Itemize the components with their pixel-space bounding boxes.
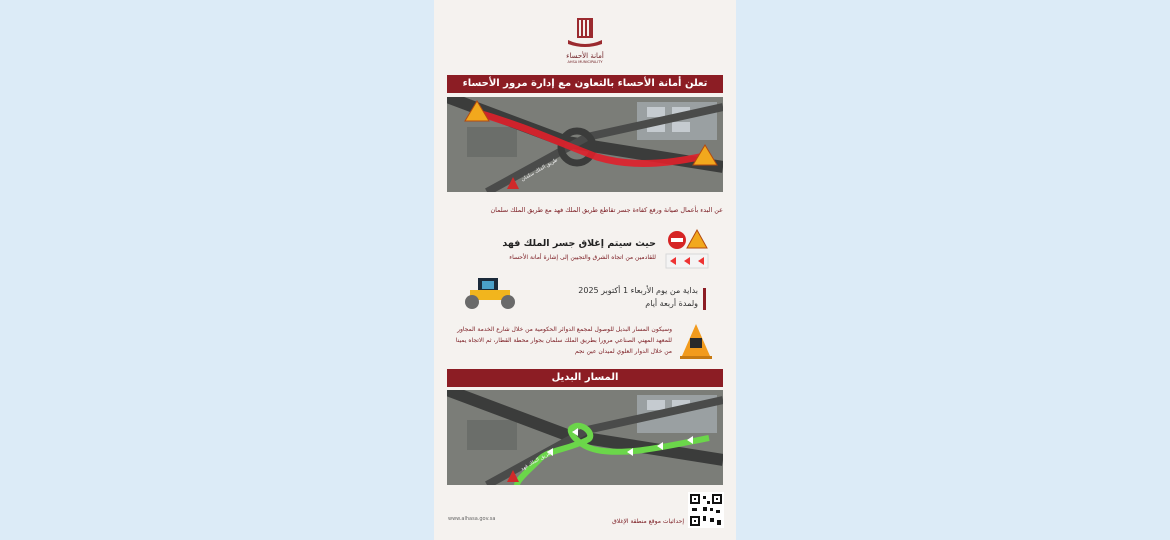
- road-closed-icon: [662, 228, 712, 272]
- closure-subtitle: للقادمين من اتجاه الشرق والتجيين إلى إشارة أمانة الأحساء: [509, 254, 656, 261]
- banner-alt-route: المسار البديل: [447, 369, 723, 387]
- logo-icon: [562, 14, 608, 48]
- banner-top: تعلن أمانة الأحساء بالتعاون مع إدارة مرور الأحساء: [447, 75, 723, 93]
- map-road-label: طريق الملك سلمان: [520, 157, 559, 183]
- cone-sign-icon: [678, 322, 714, 360]
- qr-code-icon: [688, 492, 724, 528]
- map-road-label-2: طريق الملك فهد: [519, 449, 553, 473]
- map-alt-route: [447, 390, 723, 485]
- qr-code[interactable]: [688, 492, 724, 528]
- logo-arabic: أمانة الأحساء: [566, 52, 604, 60]
- detour-text: وسيكون المسار البديل للوصول لمجمع الدوائر الحكومية من خلال شارع الخدمة المجاور للمعهد المهني الصناعي مرورا بطريق الملك سلمان بجوار محطة القطار، ثم الاتجاه يمينا من خلال الدوار العلوي لميدان عين نجم: [455, 326, 672, 355]
- website-link[interactable]: www.alhasa.gov.sa: [448, 516, 496, 522]
- schedule-line-1: بداية من يوم الأربعاء 1 أكتوبر 2025: [578, 286, 698, 295]
- road-closed-sign: [662, 228, 712, 272]
- announcement-poster: [434, 0, 736, 540]
- map-alt-route-svg: [447, 390, 723, 485]
- road-roller-icon: [460, 276, 520, 310]
- intro-text: عن البدء بأعمال صيانة ورفع كفاءة جسر تقاطع طريق الملك فهد مع طريق الملك سلمان: [490, 206, 723, 214]
- logo: [562, 14, 608, 64]
- schedule-line-2: ولمدة أربعة أيام: [645, 299, 698, 308]
- schedule-bar: [703, 288, 706, 310]
- logo-english: AHSA MUNICIPALITY: [567, 60, 603, 64]
- map-closure-svg: [447, 97, 723, 192]
- coords-label: إحداثيات موقع منطقة الإغلاق: [612, 518, 684, 525]
- map-closure: [447, 97, 723, 192]
- closure-title: حيث سيتم إغلاق جسر الملك فهد: [502, 238, 656, 249]
